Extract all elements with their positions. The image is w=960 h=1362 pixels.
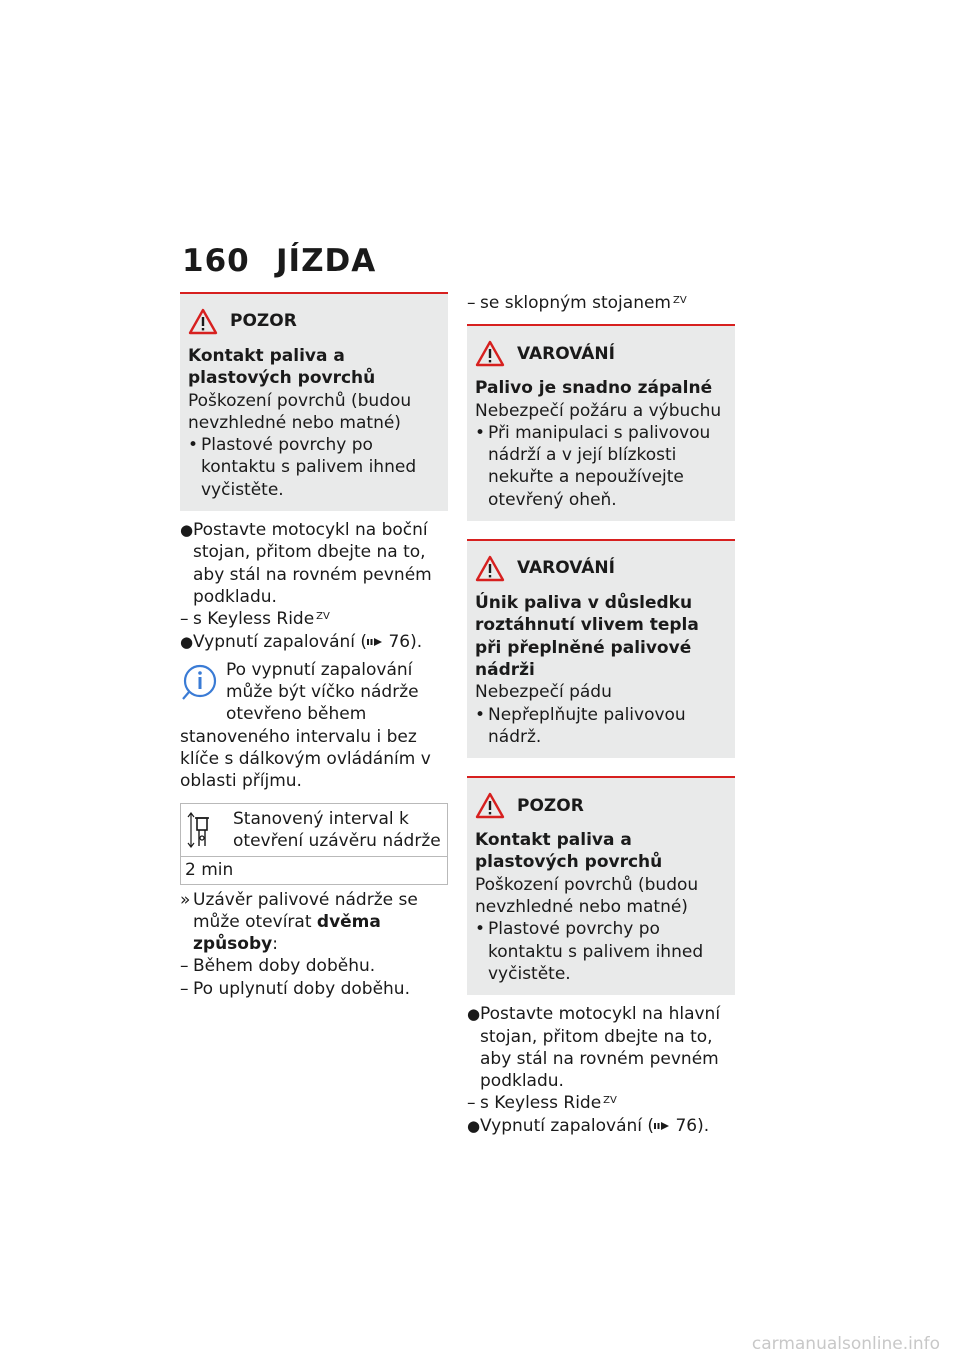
interval-value: 2 min	[181, 856, 447, 883]
keyless-condition: – s Keyless Ride $^{ZV}$	[180, 609, 330, 630]
condition-folding-stand: – se sklopným stojanem $^{ZV}$	[467, 293, 687, 313]
step-ignition-off: ● Vypnutí zapalování ( 76).	[467, 1115, 710, 1136]
caution-box: POZOR Kontakt paliva a plastových povrchů Poškození povrchů (budou nevzhledné nebo matné) • Plastové povrchy po kontaktu s palivem ihned vyčistěte.	[467, 776, 735, 995]
page-ref-arrow-icon	[654, 1121, 670, 1131]
result-line: » Uzávěr palivové nádrže se může otevírat dvěma způsoby:	[180, 889, 418, 955]
zv-mark: ZV	[673, 295, 687, 306]
keyless-condition: – s Keyless Ride $^{ZV}$	[467, 1093, 617, 1114]
fuel-cap-icon	[185, 808, 225, 852]
zv-mark: ZV	[316, 611, 330, 623]
page-ref-arrow-icon	[367, 637, 383, 647]
caution-bullet: • Plastové povrchy po kontaktu s palivem ihned vyčistěte.	[188, 435, 417, 500]
info-icon	[180, 661, 220, 705]
warning-triangle-icon	[475, 340, 505, 367]
caution-subtitle: Kontakt paliva a plastových povrchů	[188, 346, 376, 389]
option-after-runout: – Po uplynutí doby doběhu.	[180, 978, 410, 999]
caution-text: Poškození povrchů (budou nevzhledné nebo matné)	[188, 390, 412, 433]
warning-box-fire: VAROVÁNÍ Palivo je snadno zápalné Nebezpečí požáru a výbuchu • Při manipulaci s palivovou nádrží a v její blízkosti nekuřte a nepoužívejte otevřený oheň.	[467, 324, 735, 521]
option-during-runout: – Během doby doběhu.	[180, 956, 376, 977]
caution-label: POZOR	[230, 311, 297, 332]
warning-label: VAROVÁNÍ	[517, 343, 615, 364]
caution-box	[180, 292, 448, 511]
warning-box-overfill: VAROVÁNÍ Únik paliva v důsledku roztáhnutí vlivem tepla při přeplněné palivové nádrži Nebezpečí pádu • Nepřeplňujte palivovou nádrž.	[467, 539, 735, 758]
warning-label: VAROVÁNÍ	[517, 558, 615, 579]
right-column	[467, 292, 735, 1137]
watermark: carmanualsonline.info	[751, 1334, 940, 1354]
warning-triangle-icon	[475, 792, 505, 819]
step-side-stand: ● Postavte motocykl na boční stojan, přitom dbejte na to, aby stál na rovném pevném podkladu.	[180, 520, 432, 607]
page-header	[182, 243, 376, 279]
warning-triangle-icon	[188, 308, 218, 335]
page-number: 160	[182, 243, 250, 279]
section-title: JÍZDA	[276, 243, 377, 279]
warning-triangle-icon	[475, 555, 505, 582]
step-ignition-off: ● Vypnutí zapalování ( 76).	[180, 631, 423, 652]
caution-label: POZOR	[517, 795, 584, 816]
left-column	[180, 292, 448, 1000]
info-note: Po vypnutí zapalování může být víčko nádrže otevřeno během stanoveného intervalu i bez klíče s dálkovým ovládáním v oblasti příjmu.	[180, 659, 431, 792]
zv-mark: ZV	[603, 1095, 617, 1107]
step-main-stand: ● Postavte motocykl na hlavní stojan, přitom dbejte na to, aby stál na rovném pevném podkladu.	[467, 1004, 721, 1092]
interval-label: Stanovený interval k otevření uzávěru nádrže	[233, 808, 441, 851]
interval-table	[180, 803, 448, 885]
